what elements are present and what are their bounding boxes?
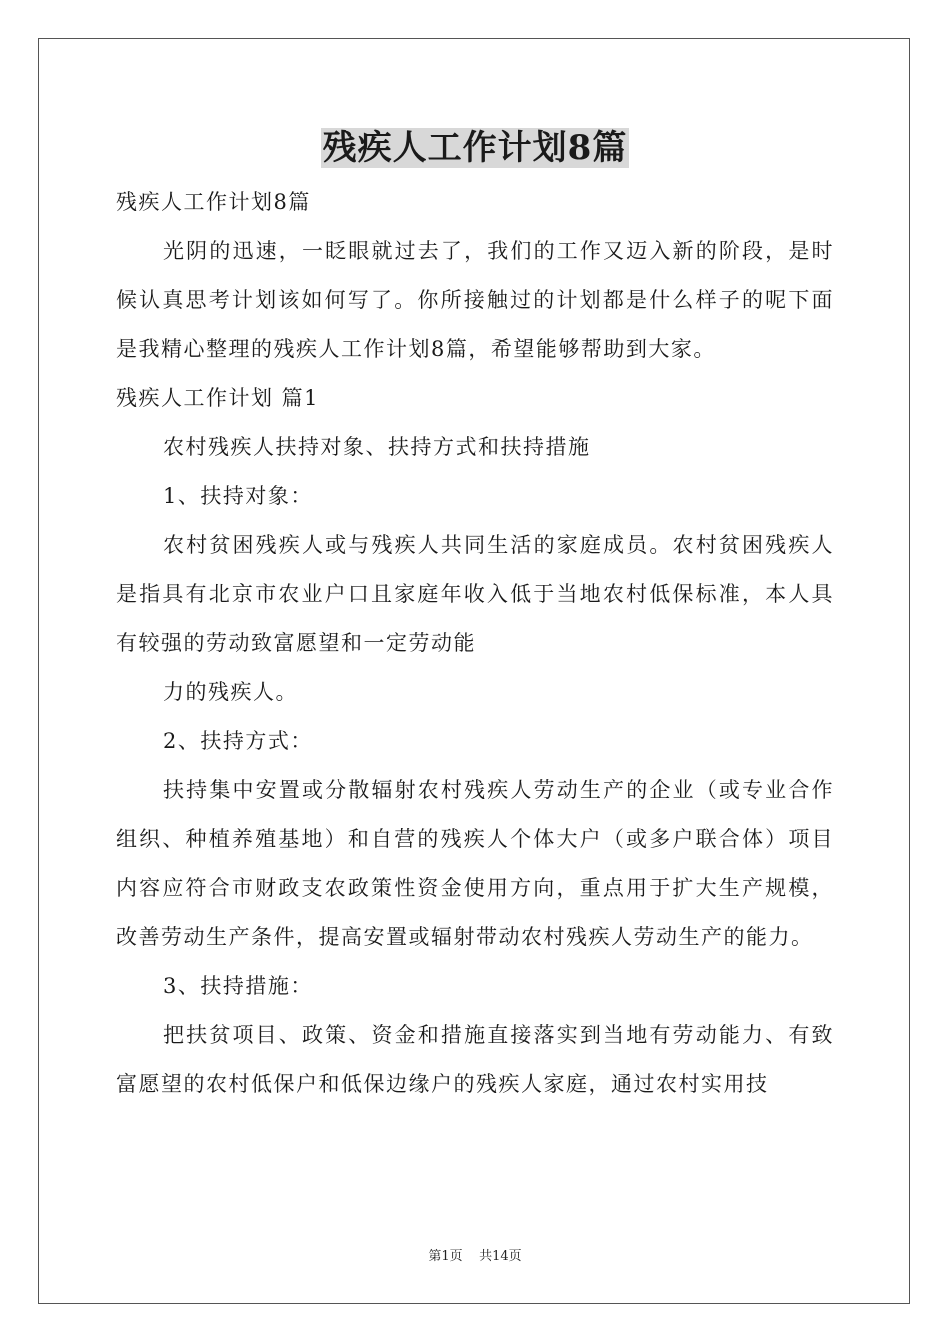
- paragraph-heading-2: 2、扶持方式：: [163, 729, 313, 753]
- paragraph-target: 农村贫困残疾人或与残疾人共同生活的家庭成员。农村贫困残疾人是指具有北京市农业户口且家庭年收入低于当地农村低保标准，本人具有较强的劳动致富愿望和一定劳动能: [116, 533, 834, 655]
- subtitle-line: 残疾人工作计划8篇: [116, 190, 311, 214]
- paragraph-measures: 把扶贫项目、政策、资金和措施直接落实到当地有劳动能力、有致富愿望的农村低保户和低保边缘户的残疾人家庭，通过农村实用技: [116, 1023, 834, 1096]
- page-footer: [0, 1248, 950, 1266]
- page-number: 第1页: [428, 1249, 463, 1264]
- intro-paragraph: 光阴的迅速，一眨眼就过去了，我们的工作又迈入新的阶段，是时候认真思考计划该如何写了。你所接触过的计划都是什么样子的呢下面是我精心整理的残疾人工作计划8篇，希望能够帮助到大家。: [116, 239, 834, 361]
- paragraph-topic: 农村残疾人扶持对象、扶持方式和扶持措施: [163, 435, 591, 459]
- paragraph-heading-1: 1、扶持对象：: [163, 484, 313, 508]
- paragraph-target-cont: 力的残疾人。: [163, 680, 298, 704]
- section-heading: 残疾人工作计划 篇1: [116, 386, 320, 410]
- document-body: [116, 178, 834, 1109]
- page-total: 共14页: [479, 1249, 522, 1264]
- document-title: 残疾人工作计划8篇: [322, 128, 628, 168]
- paragraph-heading-3: 3、扶持措施：: [163, 974, 313, 998]
- document-title-container: [0, 124, 950, 178]
- paragraph-method: 扶持集中安置或分散辐射农村残疾人劳动生产的企业（或专业合作组织、种植养殖基地）和自营的残疾人个体大户（或多户联合体）项目内容应符合市财政支农政策性资金使用方向，重点用于扩大生产规模，改善劳动生产条件，提高安置或辐射带动农村残疾人劳动生产的能力。: [116, 778, 834, 949]
